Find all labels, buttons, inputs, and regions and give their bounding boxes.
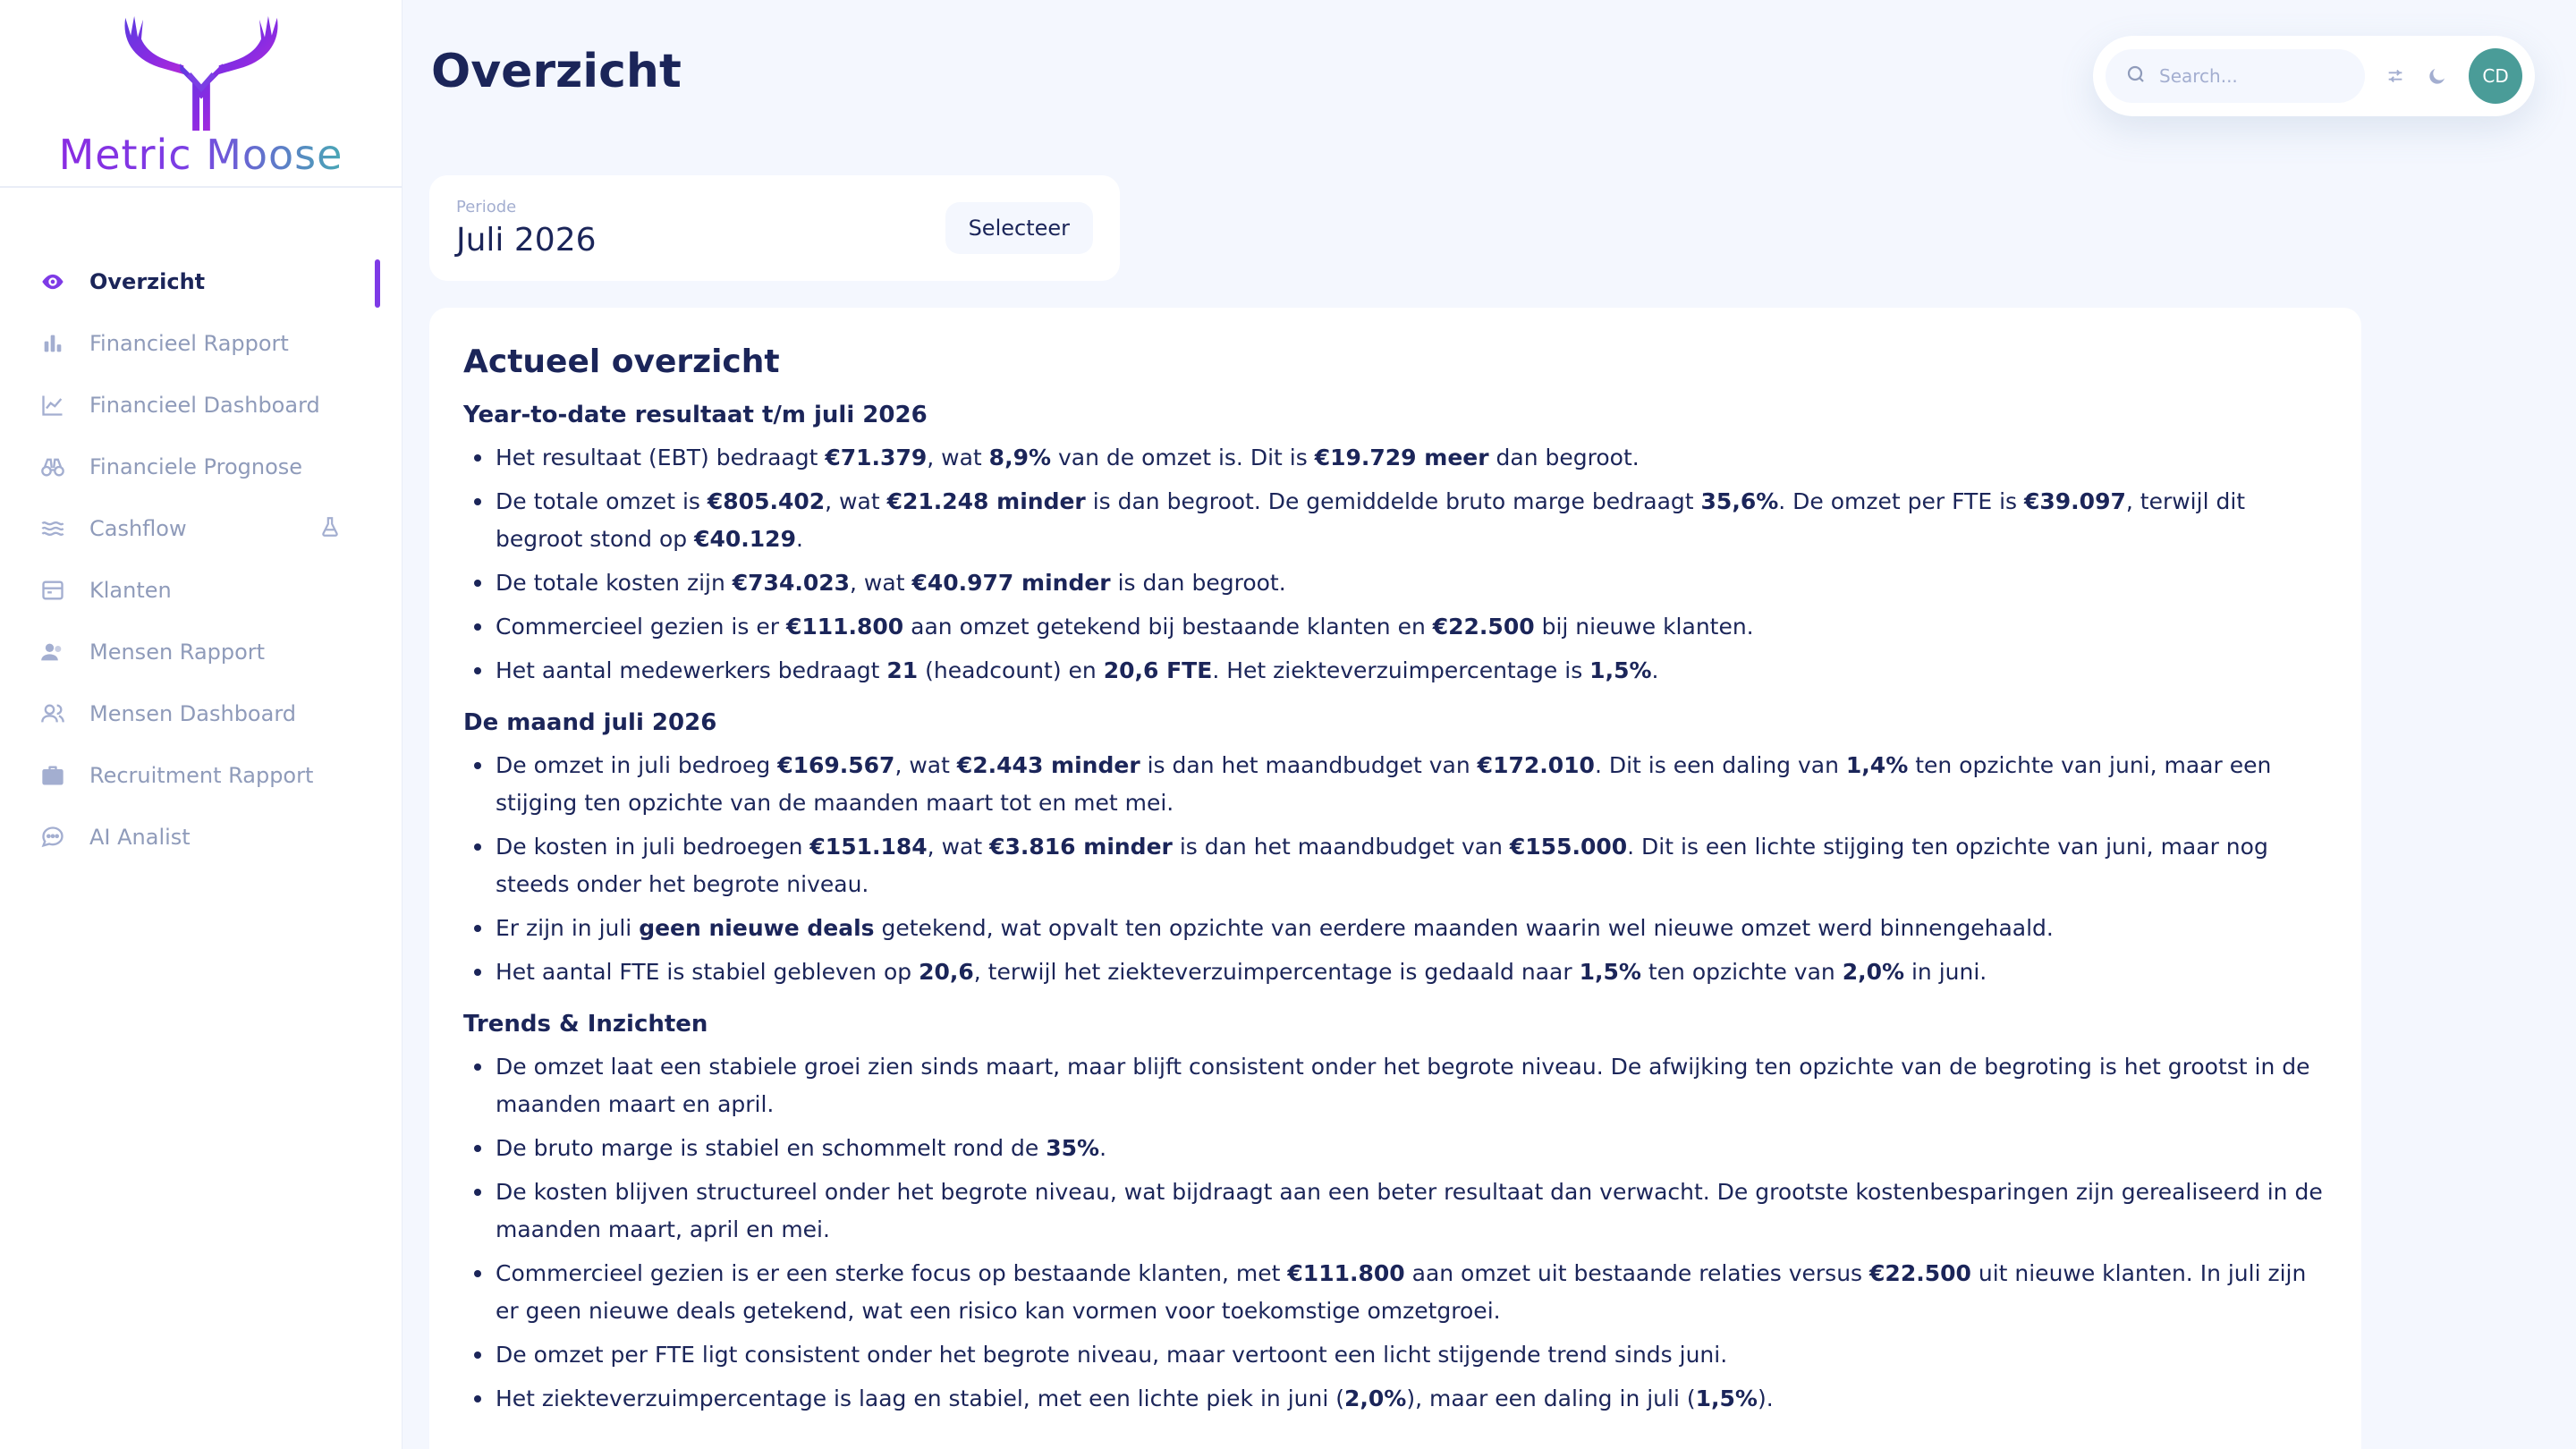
highlight-value: €151.184: [809, 834, 928, 860]
list-item: De omzet laat een stabiele groei zien sinds maart, maar blijft consistent onder het begrote niveau. De afwijking ten opzichte van de begroting is het grootst in de maanden maart en april.: [463, 1048, 2327, 1123]
bullet-list: [463, 439, 2327, 690]
overview-section: [463, 1011, 2327, 1418]
highlight-value: 1,5%: [1695, 1385, 1758, 1411]
highlight-value: 2,0%: [1842, 959, 1905, 985]
highlight-value: €19.729 meer: [1314, 445, 1489, 470]
active-indicator: [375, 259, 380, 308]
binoculars-icon: [39, 453, 66, 480]
section-title: Trends & Inzichten: [463, 1011, 708, 1038]
highlight-value: €169.567: [777, 752, 895, 778]
highlight-value: 2,0%: [1344, 1385, 1407, 1411]
sidebar-item-label: Recruitment Rapport: [89, 762, 314, 788]
bullet-list: [463, 1048, 2327, 1418]
highlight-value: €40.129: [694, 526, 796, 552]
list-item: De totale omzet is €805.402, wat €21.248 minder is dan begroot. De gemiddelde bruto marge bedraagt 35,6%. De omzet per FTE is €39.097, terwijl dit begroot stond op €40.129.: [463, 483, 2327, 558]
highlight-value: €22.500: [1869, 1260, 1971, 1286]
bar-chart-icon: [39, 330, 66, 357]
sidebar-item-label: Financieel Rapport: [89, 330, 289, 356]
waves-icon: [39, 515, 66, 542]
highlight-value: €21.248 minder: [886, 488, 1086, 514]
sidebar-item-ai-analist[interactable]: [0, 806, 402, 868]
list-item: De kosten blijven structureel onder het begrote niveau, wat bijdraagt aan een beter resultaat dan verwacht. De grootste kostenbesparingen zijn gerealiseerd in de maanden maart, april en mei.: [463, 1174, 2327, 1249]
period-label: Periode: [456, 198, 517, 216]
sidebar-item-klanten[interactable]: [0, 559, 402, 621]
chat-icon: [39, 824, 66, 851]
highlight-value: €111.800: [785, 614, 904, 640]
sidebar-item-mensen-rapport[interactable]: [0, 621, 402, 682]
sidebar: [0, 0, 402, 1449]
avatar[interactable]: CD: [2469, 48, 2522, 104]
sidebar-item-mensen-dashboard[interactable]: [0, 682, 402, 744]
sidebar-item-label: Mensen Dashboard: [89, 700, 296, 726]
logo-text: Metric Moose: [58, 131, 343, 179]
sidebar-item-label: Mensen Rapport: [89, 639, 266, 665]
list-item: Commercieel gezien is er een sterke focus op bestaande klanten, met €111.800 aan omzet uit bestaande relaties versus €22.500 uit nieuwe klanten. In juli zijn er geen nieuwe deals getekend, wat een risico kan vormen voor toekomstige omzetgroei.: [463, 1255, 2327, 1330]
logo[interactable]: [0, 0, 402, 188]
sidebar-item-financiele-prognose[interactable]: [0, 436, 402, 497]
highlight-value: 8,9%: [988, 445, 1052, 470]
top-toolbar: [2093, 36, 2535, 116]
search-box: [2106, 49, 2365, 103]
moon-icon[interactable]: [2425, 64, 2449, 89]
flask-icon: [318, 515, 342, 540]
eye-icon: [39, 268, 66, 295]
highlight-value: €805.402: [707, 488, 826, 514]
sidebar-item-financieel-rapport[interactable]: [0, 312, 402, 374]
highlight-value: €111.800: [1287, 1260, 1405, 1286]
sidebar-item-label: Financieel Dashboard: [89, 392, 320, 418]
overview-section: [463, 402, 2327, 690]
highlight-value: 35%: [1046, 1135, 1100, 1161]
section-title: De maand juli 2026: [463, 709, 717, 736]
highlight-value: €71.379: [825, 445, 928, 470]
sidebar-item-financieel-dashboard[interactable]: [0, 374, 402, 436]
overview-section: [463, 709, 2327, 991]
search-input[interactable]: [2159, 65, 2356, 87]
list-item: De kosten in juli bedroegen €151.184, wat €3.816 minder is dan het maandbudget van €155.000. Dit is een lichte stijging ten opzichte van juni, maar nog steeds onder het begrote niveau.: [463, 828, 2327, 903]
overview-sections: [463, 402, 2327, 1418]
inbox-icon: [39, 577, 66, 604]
sidebar-item-label: Overzicht: [89, 268, 206, 294]
highlight-value: 20,6 FTE: [1103, 657, 1213, 683]
sidebar-item-label: AI Analist: [89, 824, 191, 850]
sidebar-item-cashflow[interactable]: [0, 497, 402, 559]
list-item: De omzet in juli bedroeg €169.567, wat €2.443 minder is dan het maandbudget van €172.010. Dit is een daling van 1,4% ten opzichte van juni, maar een stijging ten opzichte van de maanden maart tot en met mei.: [463, 747, 2327, 822]
highlight-value: €3.816 minder: [989, 834, 1173, 860]
overview-title: Actueel overzicht: [463, 343, 780, 380]
users-icon: [39, 639, 66, 665]
highlight-value: 35,6%: [1700, 488, 1779, 514]
list-item: Het resultaat (EBT) bedraagt €71.379, wat 8,9% van de omzet is. Dit is €19.729 meer dan begroot.: [463, 439, 2327, 477]
page-title: Overzicht: [431, 45, 682, 98]
sidebar-item-label: Klanten: [89, 577, 172, 603]
sidebar-item-recruitment-rapport[interactable]: [0, 744, 402, 806]
bullet-list: [463, 747, 2327, 991]
sidebar-nav: [0, 250, 402, 868]
line-chart-icon: [39, 392, 66, 419]
list-item: De totale kosten zijn €734.023, wat €40.977 minder is dan begroot.: [463, 564, 2327, 602]
highlight-value: 1,5%: [1579, 959, 1641, 985]
period-display: [456, 198, 597, 258]
highlight-value: €39.097: [2024, 488, 2126, 514]
user-group-icon: [39, 700, 66, 727]
briefcase-icon: [39, 762, 66, 789]
highlight-value: €2.443 minder: [956, 752, 1140, 778]
list-item: Commercieel gezien is er €111.800 aan omzet getekend bij bestaande klanten en €22.500 bij nieuwe klanten.: [463, 608, 2327, 646]
highlight-value: 1,5%: [1589, 657, 1652, 683]
highlight-value: €22.500: [1432, 614, 1535, 640]
overview-card: [429, 308, 2361, 1449]
highlight-value: 21: [886, 657, 919, 683]
period-card: [429, 175, 1120, 281]
period-value: Juli 2026: [456, 222, 597, 258]
list-item: Het aantal medewerkers bedraagt 21 (headcount) en 20,6 FTE. Het ziekteverzuimpercentage is 1,5%.: [463, 652, 2327, 690]
sidebar-item-label: Cashflow: [89, 515, 187, 541]
sidebar-item-overzicht[interactable]: [0, 250, 402, 312]
sidebar-item-label: Financiele Prognose: [89, 453, 303, 479]
highlight-value: €172.010: [1477, 752, 1595, 778]
list-item: De bruto marge is stabiel en schommelt rond de 35%.: [463, 1130, 2327, 1167]
moose-logo-icon: [112, 13, 291, 136]
highlight-value: geen nieuwe deals: [639, 915, 875, 941]
highlight-value: 20,6: [919, 959, 974, 985]
list-item: Het aantal FTE is stabiel gebleven op 20,6, terwijl het ziekteverzuimpercentage is gedaald naar 1,5% ten opzichte van 2,0% in juni.: [463, 953, 2327, 991]
section-title: Year-to-date resultaat t/m juli 2026: [463, 402, 928, 428]
highlight-value: 1,4%: [1845, 752, 1909, 778]
highlight-value: €155.000: [1509, 834, 1628, 860]
search-icon: [2125, 64, 2147, 89]
list-item: De omzet per FTE ligt consistent onder het begrote niveau, maar vertoont een licht stijgende trend sinds juni.: [463, 1336, 2327, 1374]
list-item: Er zijn in juli geen nieuwe deals getekend, wat opvalt ten opzichte van eerdere maanden waarin wel nieuwe omzet werd binnengehaald.: [463, 910, 2327, 947]
highlight-value: €734.023: [732, 570, 851, 596]
select-period-button[interactable]: Selecteer: [945, 202, 1093, 254]
settings-sliders-icon[interactable]: [2383, 64, 2407, 89]
highlight-value: €40.977 minder: [911, 570, 1111, 596]
list-item: Het ziekteverzuimpercentage is laag en stabiel, met een lichte piek in juni (2,0%), maar een daling in juli (1,5%).: [463, 1380, 2327, 1418]
